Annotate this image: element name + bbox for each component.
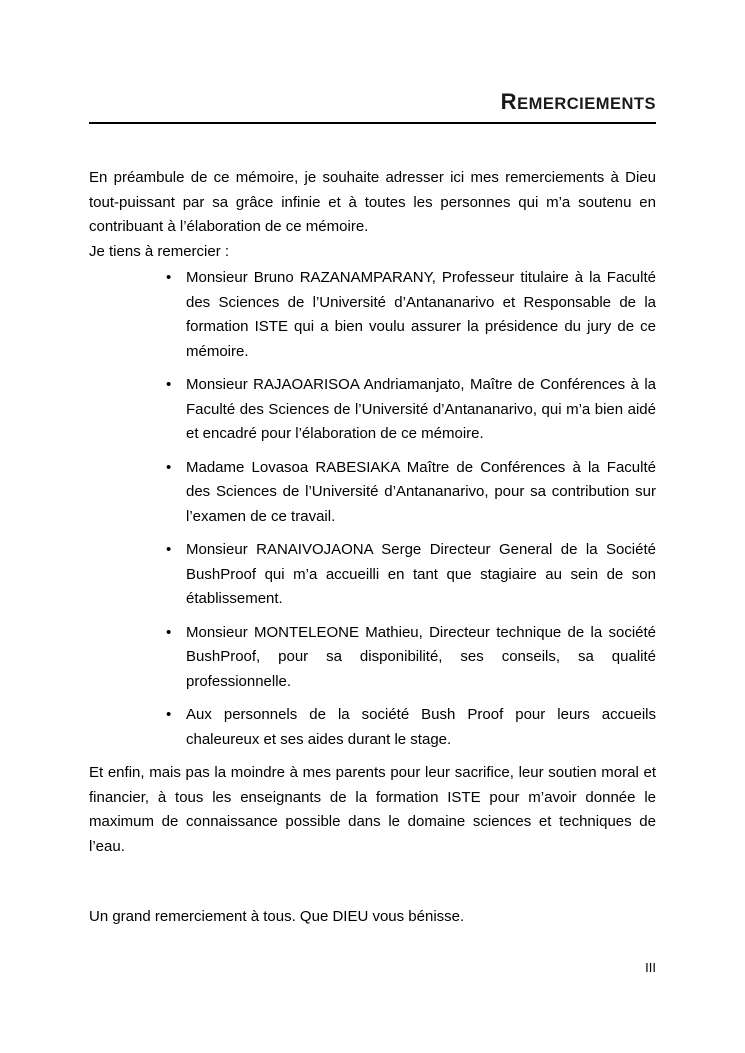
- list-item-text: Madame Lovasoa RABESIAKA Maître de Conférences à la Faculté des Sciences de l’Université d’Antananarivo, pour sa contribution sur l’examen de ce travail.: [186, 458, 656, 525]
- paragraph-blessing: Un grand remerciement à tous. Que DIEU vous bénisse.: [89, 908, 465, 925]
- paragraph-lead-in: Je tiens à remercier :: [89, 242, 230, 260]
- acknowledgements-list: [89, 266, 656, 752]
- page-title: [89, 82, 656, 114]
- bullet-icon: •: [166, 376, 172, 393]
- title-rule-divider: [89, 122, 656, 124]
- page-title-rest: EMERCIEMENTS: [517, 95, 656, 113]
- list-item: [89, 456, 656, 530]
- paragraph-intro: En préambule de ce mémoire, je souhaite adresser ici mes remerciements à Dieu tout-puissant par sa grâce infinie et à toutes les personnes qui m’a soutenu en contribuant à l’élaboration de ce mémoire.: [89, 169, 656, 235]
- list-item: [89, 538, 656, 612]
- list-item: [89, 266, 656, 364]
- list-item-text: Monsieur Bruno RAZANAMPARANY, Professeur titulaire à la Faculté des Sciences de l’Université d’Antananarivo et Responsable de la formation ISTE qui a bien voulu assurer la présidence du jury de ce mémoire.: [186, 269, 656, 360]
- bullet-icon: •: [166, 458, 172, 476]
- document-body: [89, 166, 656, 930]
- paragraph-closing: Et enfin, mais pas la moindre à mes parents pour leur sacrifice, leur soutien moral et financier, à tous les enseignants de la formation ISTE pour m’avoir donnée le maximum de connaissance possible dans le domaine sciences et techniques de l’eau.: [89, 764, 656, 855]
- bullet-icon: •: [166, 541, 172, 558]
- list-item: [89, 373, 656, 447]
- list-item: [89, 621, 656, 695]
- list-item-text: Monsieur MONTELEONE Mathieu, Directeur technique de la société BushProof, pour sa disponibilité, ses conseils, sa qualité professionnelle.: [186, 623, 656, 690]
- list-item-text: Monsieur RANAIVOJAONA Serge Directeur General de la Société BushProof qui m’a accueilli en tant que stagiaire au sein de son établissement.: [186, 541, 656, 607]
- list-item: [89, 703, 656, 752]
- bullet-icon: •: [166, 269, 172, 286]
- page-number: III: [645, 960, 656, 975]
- bullet-icon: •: [166, 706, 172, 723]
- bullet-icon: •: [166, 623, 172, 641]
- page-title-initial: R: [500, 89, 518, 114]
- list-item-text: Monsieur RAJAOARISOA Andriamanjato, Maître de Conférences à la Faculté des Sciences de l’Université d’Antananarivo, qui m’a bien aidé et encadré pour l’élaboration de ce mémoire.: [186, 376, 656, 442]
- list-item-text: Aux personnels de la société Bush Proof pour leurs accueils chaleureux et ses aides durant le stage.: [186, 706, 656, 748]
